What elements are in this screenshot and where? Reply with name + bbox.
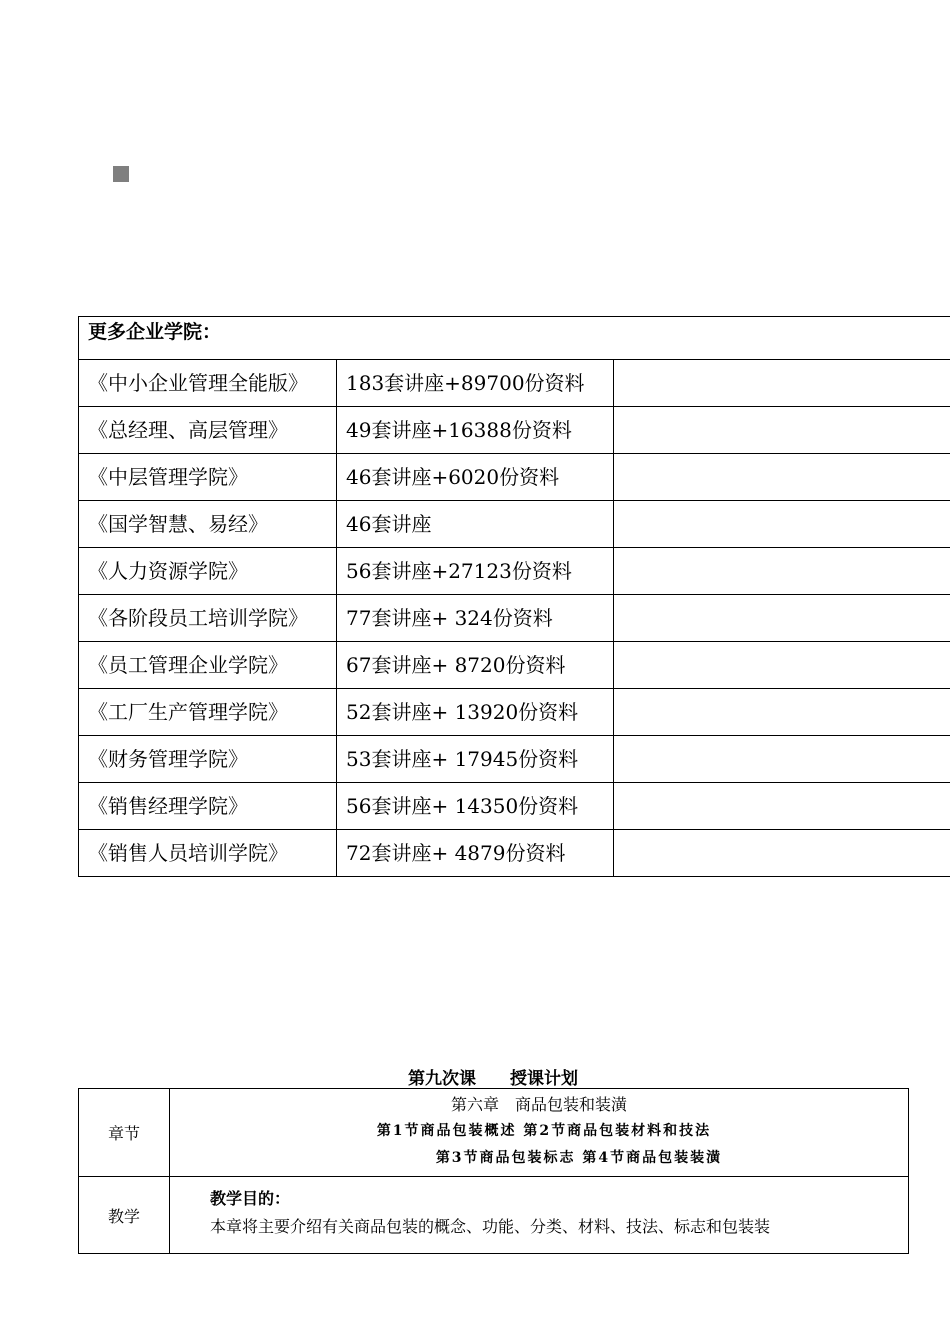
academy-empty-cell — [614, 548, 950, 595]
chapter-title: 第六章 商品包装和装潢 — [450, 1095, 627, 1114]
academy-resources: 46套讲座+6020份资料 — [337, 454, 614, 501]
chapter-row — [79, 1089, 909, 1177]
academy-name: 《销售经理学院》 — [79, 783, 337, 830]
academy-name: 《销售人员培训学院》 — [79, 830, 337, 877]
academy-row — [79, 360, 950, 407]
academy-empty-cell — [614, 642, 950, 689]
academy-row — [79, 689, 950, 736]
academy-name: 《总经理、高层管理》 — [79, 407, 337, 454]
academy-empty-cell — [614, 501, 950, 548]
teaching-goal-label: 教学目的： — [210, 1189, 291, 1208]
academy-empty-cell — [614, 595, 950, 642]
academy-empty-cell — [614, 454, 950, 501]
academy-resources: 56套讲座+ 14350份资料 — [337, 783, 614, 830]
academy-empty-cell — [614, 360, 950, 407]
teaching-content — [170, 1177, 909, 1254]
chapter-label: 章节 — [79, 1089, 170, 1177]
academy-name: 《国学智慧、易经》 — [79, 501, 337, 548]
academy-row — [79, 595, 950, 642]
academy-table-heading: 更多企业学院： — [79, 317, 950, 360]
bullet-square-icon — [113, 166, 129, 182]
academy-name: 《各阶段员工培训学院》 — [79, 595, 337, 642]
academy-empty-cell — [614, 736, 950, 783]
academy-row — [79, 642, 950, 689]
academy-resources: 49套讲座+16388份资料 — [337, 407, 614, 454]
academy-name: 《员工管理企业学院》 — [79, 642, 337, 689]
academy-resources: 77套讲座+ 324份资料 — [337, 595, 614, 642]
academy-empty-cell — [614, 783, 950, 830]
academy-name: 《中小企业管理全能版》 — [79, 360, 337, 407]
academy-resources: 56套讲座+27123份资料 — [337, 548, 614, 595]
chapter-content — [170, 1089, 909, 1177]
lesson-plan-title: 第九次课 授课计划 — [408, 1069, 578, 1089]
teaching-row — [79, 1177, 909, 1254]
academy-resources: 53套讲座+ 17945份资料 — [337, 736, 614, 783]
academy-row — [79, 501, 950, 548]
academy-empty-cell — [614, 689, 950, 736]
chapter-sections-line-2: 第3节商品包装标志 第4节商品包装装潢 — [435, 1150, 723, 1166]
academy-name: 《财务管理学院》 — [79, 736, 337, 783]
teaching-goal-text: 本章将主要介绍有关商品包装的概念、功能、分类、材料、技法、标志和包装装 — [210, 1217, 771, 1236]
academy-name: 《人力资源学院》 — [79, 548, 337, 595]
academy-row — [79, 548, 950, 595]
lesson-plan-table — [78, 1088, 909, 1254]
academy-row — [79, 783, 950, 830]
academy-name: 《中层管理学院》 — [79, 454, 337, 501]
chapter-sections-line-1: 第1节商品包装概述 第2节商品包装材料和技法 — [376, 1123, 712, 1139]
academy-empty-cell — [614, 407, 950, 454]
academy-row — [79, 736, 950, 783]
academy-table — [78, 316, 950, 877]
academy-resources: 52套讲座+ 13920份资料 — [337, 689, 614, 736]
academy-row — [79, 407, 950, 454]
academy-name: 《工厂生产管理学院》 — [79, 689, 337, 736]
academy-table-header-row — [79, 317, 950, 360]
academy-resources: 46套讲座 — [337, 501, 614, 548]
academy-row — [79, 454, 950, 501]
teaching-label: 教学 — [79, 1177, 170, 1254]
academy-resources: 67套讲座+ 8720份资料 — [337, 642, 614, 689]
academy-row — [79, 830, 950, 877]
academy-resources: 183套讲座+89700份资料 — [337, 360, 614, 407]
academy-resources: 72套讲座+ 4879份资料 — [337, 830, 614, 877]
academy-empty-cell — [614, 830, 950, 877]
